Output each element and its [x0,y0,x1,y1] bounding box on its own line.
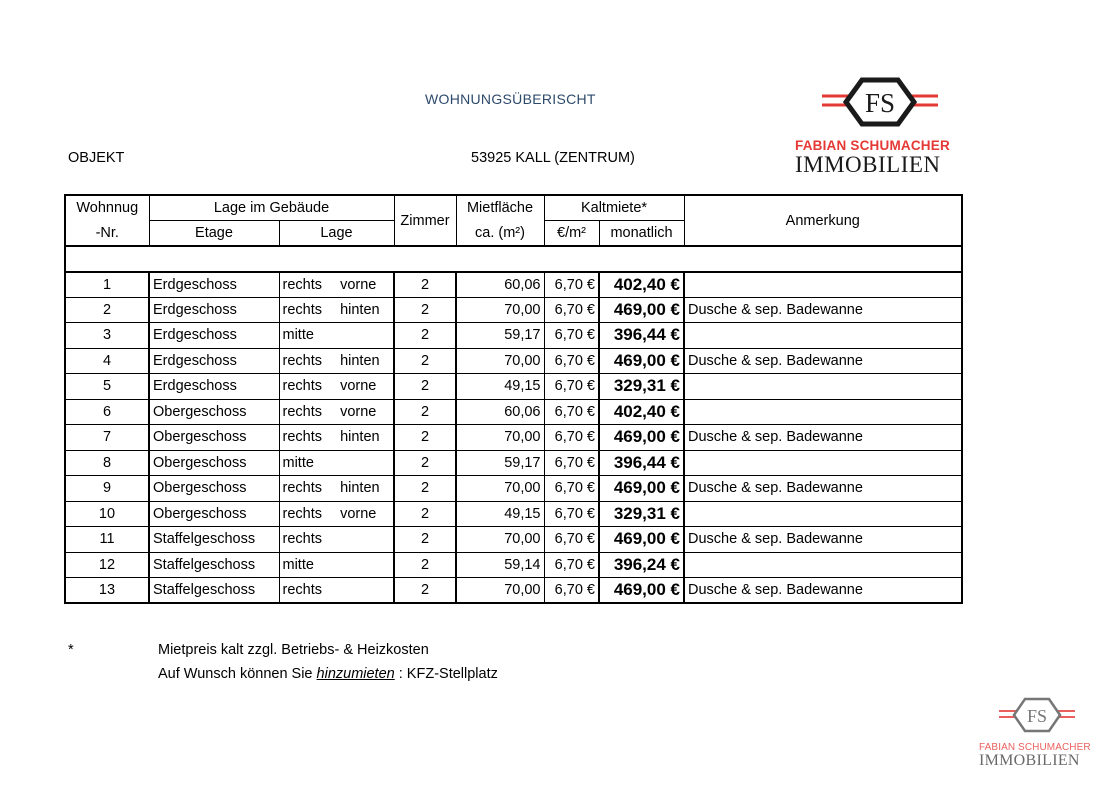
cell-preis-m2: 6,70 € [544,348,599,374]
header-monatlich: monatlich [599,221,684,247]
cell-etage: Erdgeschoss [149,348,279,374]
cell-flaeche: 59,17 [456,323,544,349]
cell-zimmer: 2 [394,552,456,578]
cell-zimmer: 2 [394,476,456,502]
cell-monatlich: 469,00 € [599,425,684,451]
logo-small-monogram: FS [1026,706,1048,726]
logo-brand: FABIAN SCHUMACHER [795,138,950,153]
cell-monatlich: 329,31 € [599,501,684,527]
cell-monatlich: 396,44 € [599,450,684,476]
cell-etage: Erdgeschoss [149,323,279,349]
header-anmerkung: Anmerkung [684,195,962,246]
cell-lage: rechts hinten [279,297,394,323]
table-header-row-1 [65,195,962,221]
cell-flaeche: 49,15 [456,501,544,527]
header-lage-group: Lage im Gebäude [149,195,394,221]
cell-nr: 1 [65,272,149,298]
footnote-prefix: Auf Wunsch können Sie [158,666,317,682]
cell-nr: 7 [65,425,149,451]
cell-monatlich: 469,00 € [599,476,684,502]
cell-zimmer: 2 [394,323,456,349]
cell-nr: 5 [65,374,149,400]
cell-flaeche: 49,15 [456,374,544,400]
table-spacer-row [65,246,962,272]
logo-small-brand: FABIAN SCHUMACHER [979,742,1091,753]
cell-anmerkung: Dusche & sep. Badewanne [684,527,962,553]
header-lage: Lage [279,221,394,247]
cell-monatlich: 469,00 € [599,578,684,604]
cell-anmerkung [684,399,962,425]
cell-etage: Staffelgeschoss [149,552,279,578]
header-nr-1: Wohnnug [76,200,139,217]
cell-etage: Obergeschoss [149,399,279,425]
cell-preis-m2: 6,70 € [544,578,599,604]
cell-etage: Staffelgeschoss [149,527,279,553]
cell-monatlich: 469,00 € [599,348,684,374]
table-row [65,425,962,451]
header-kaltmiete: Kaltmiete* [544,195,684,221]
cell-zimmer: 2 [394,527,456,553]
cell-flaeche: 70,00 [456,476,544,502]
cell-flaeche: 60,06 [456,272,544,298]
footnote-suffix: : KFZ-Stellplatz [394,666,498,682]
cell-nr: 3 [65,323,149,349]
cell-preis-m2: 6,70 € [544,425,599,451]
cell-flaeche: 70,00 [456,348,544,374]
table-row [65,374,962,400]
cell-lage: mitte [279,552,394,578]
footnote-line-2 [158,666,498,682]
logo-monogram: FS [864,88,896,118]
cell-preis-m2: 6,70 € [544,527,599,553]
cell-etage: Obergeschoss [149,501,279,527]
table-row [65,527,962,553]
cell-lage: rechts hinten [279,348,394,374]
header-zimmer: Zimmer [394,195,456,246]
object-label: OBJEKT [68,150,125,166]
cell-etage: Obergeschoss [149,476,279,502]
cell-zimmer: 2 [394,399,456,425]
footnote-emphasis: hinzumieten [316,666,395,682]
cell-monatlich: 396,44 € [599,323,684,349]
cell-etage: Erdgeschoss [149,297,279,323]
table-row [65,348,962,374]
header-per-m2: €/m² [544,221,599,247]
logo-small-name: IMMOBILIEN [979,752,1080,769]
company-logo-watermark [975,695,1100,770]
cell-nr: 9 [65,476,149,502]
header-flaeche-1: Mietfläche [456,195,544,221]
cell-nr: 6 [65,399,149,425]
cell-lage: rechts [279,527,394,553]
table-row [65,578,962,604]
cell-etage: Obergeschoss [149,425,279,451]
company-logo [790,74,970,177]
cell-lage: rechts vorne [279,272,394,298]
table-row [65,323,962,349]
table-row [65,399,962,425]
cell-zimmer: 2 [394,297,456,323]
cell-flaeche: 70,00 [456,425,544,451]
cell-anmerkung: Dusche & sep. Badewanne [684,348,962,374]
cell-preis-m2: 6,70 € [544,374,599,400]
header-flaeche-2: ca. (m²) [456,221,544,247]
cell-monatlich: 469,00 € [599,527,684,553]
cell-nr: 4 [65,348,149,374]
cell-anmerkung [684,450,962,476]
cell-anmerkung [684,323,962,349]
cell-etage: Obergeschoss [149,450,279,476]
cell-zimmer: 2 [394,374,456,400]
object-address: 53925 KALL (ZENTRUM) [471,150,635,166]
cell-anmerkung: Dusche & sep. Badewanne [684,476,962,502]
cell-nr: 12 [65,552,149,578]
cell-nr: 2 [65,297,149,323]
table-row [65,450,962,476]
cell-nr: 8 [65,450,149,476]
cell-anmerkung: Dusche & sep. Badewanne [684,578,962,604]
logo-name: IMMOBILIEN [795,152,941,177]
cell-flaeche: 70,00 [456,578,544,604]
cell-flaeche: 59,17 [456,450,544,476]
cell-monatlich: 329,31 € [599,374,684,400]
cell-zimmer: 2 [394,272,456,298]
cell-preis-m2: 6,70 € [544,272,599,298]
header-etage: Etage [149,221,279,247]
cell-preis-m2: 6,70 € [544,297,599,323]
footnote-line-1: Mietpreis kalt zzgl. Betriebs- & Heizkosten [158,642,429,658]
cell-zimmer: 2 [394,348,456,374]
cell-anmerkung [684,272,962,298]
cell-monatlich: 402,40 € [599,399,684,425]
cell-anmerkung: Dusche & sep. Badewanne [684,425,962,451]
cell-zimmer: 2 [394,450,456,476]
cell-lage: rechts vorne [279,501,394,527]
cell-anmerkung [684,501,962,527]
table-row [65,297,962,323]
footnote-marker: * [68,642,74,658]
cell-zimmer: 2 [394,578,456,604]
table-row [65,552,962,578]
cell-lage: rechts [279,578,394,604]
cell-monatlich: 469,00 € [599,297,684,323]
cell-nr: 13 [65,578,149,604]
cell-preis-m2: 6,70 € [544,552,599,578]
cell-preis-m2: 6,70 € [544,501,599,527]
document-title: WOHNUNGSÜBERISCHT [425,91,596,107]
cell-etage: Erdgeschoss [149,272,279,298]
cell-lage: mitte [279,323,394,349]
cell-lage: mitte [279,450,394,476]
cell-nr: 11 [65,527,149,553]
table-row [65,476,962,502]
cell-anmerkung [684,374,962,400]
table-row [65,272,962,298]
cell-flaeche: 70,00 [456,527,544,553]
header-nr-2: -Nr. [95,224,119,241]
cell-etage: Erdgeschoss [149,374,279,400]
fs-monogram-icon [820,74,940,136]
cell-lage: rechts hinten [279,476,394,502]
apartment-table [64,194,963,604]
table-row [65,501,962,527]
cell-flaeche: 60,06 [456,399,544,425]
cell-anmerkung [684,552,962,578]
cell-monatlich: 396,24 € [599,552,684,578]
fs-monogram-small-icon [997,695,1077,739]
cell-preis-m2: 6,70 € [544,476,599,502]
cell-monatlich: 402,40 € [599,272,684,298]
cell-flaeche: 59,14 [456,552,544,578]
cell-preis-m2: 6,70 € [544,450,599,476]
cell-flaeche: 70,00 [456,297,544,323]
cell-etage: Staffelgeschoss [149,578,279,604]
cell-anmerkung: Dusche & sep. Badewanne [684,297,962,323]
cell-zimmer: 2 [394,425,456,451]
cell-lage: rechts vorne [279,374,394,400]
cell-zimmer: 2 [394,501,456,527]
cell-lage: rechts hinten [279,425,394,451]
cell-lage: rechts vorne [279,399,394,425]
cell-preis-m2: 6,70 € [544,399,599,425]
cell-nr: 10 [65,501,149,527]
cell-preis-m2: 6,70 € [544,323,599,349]
